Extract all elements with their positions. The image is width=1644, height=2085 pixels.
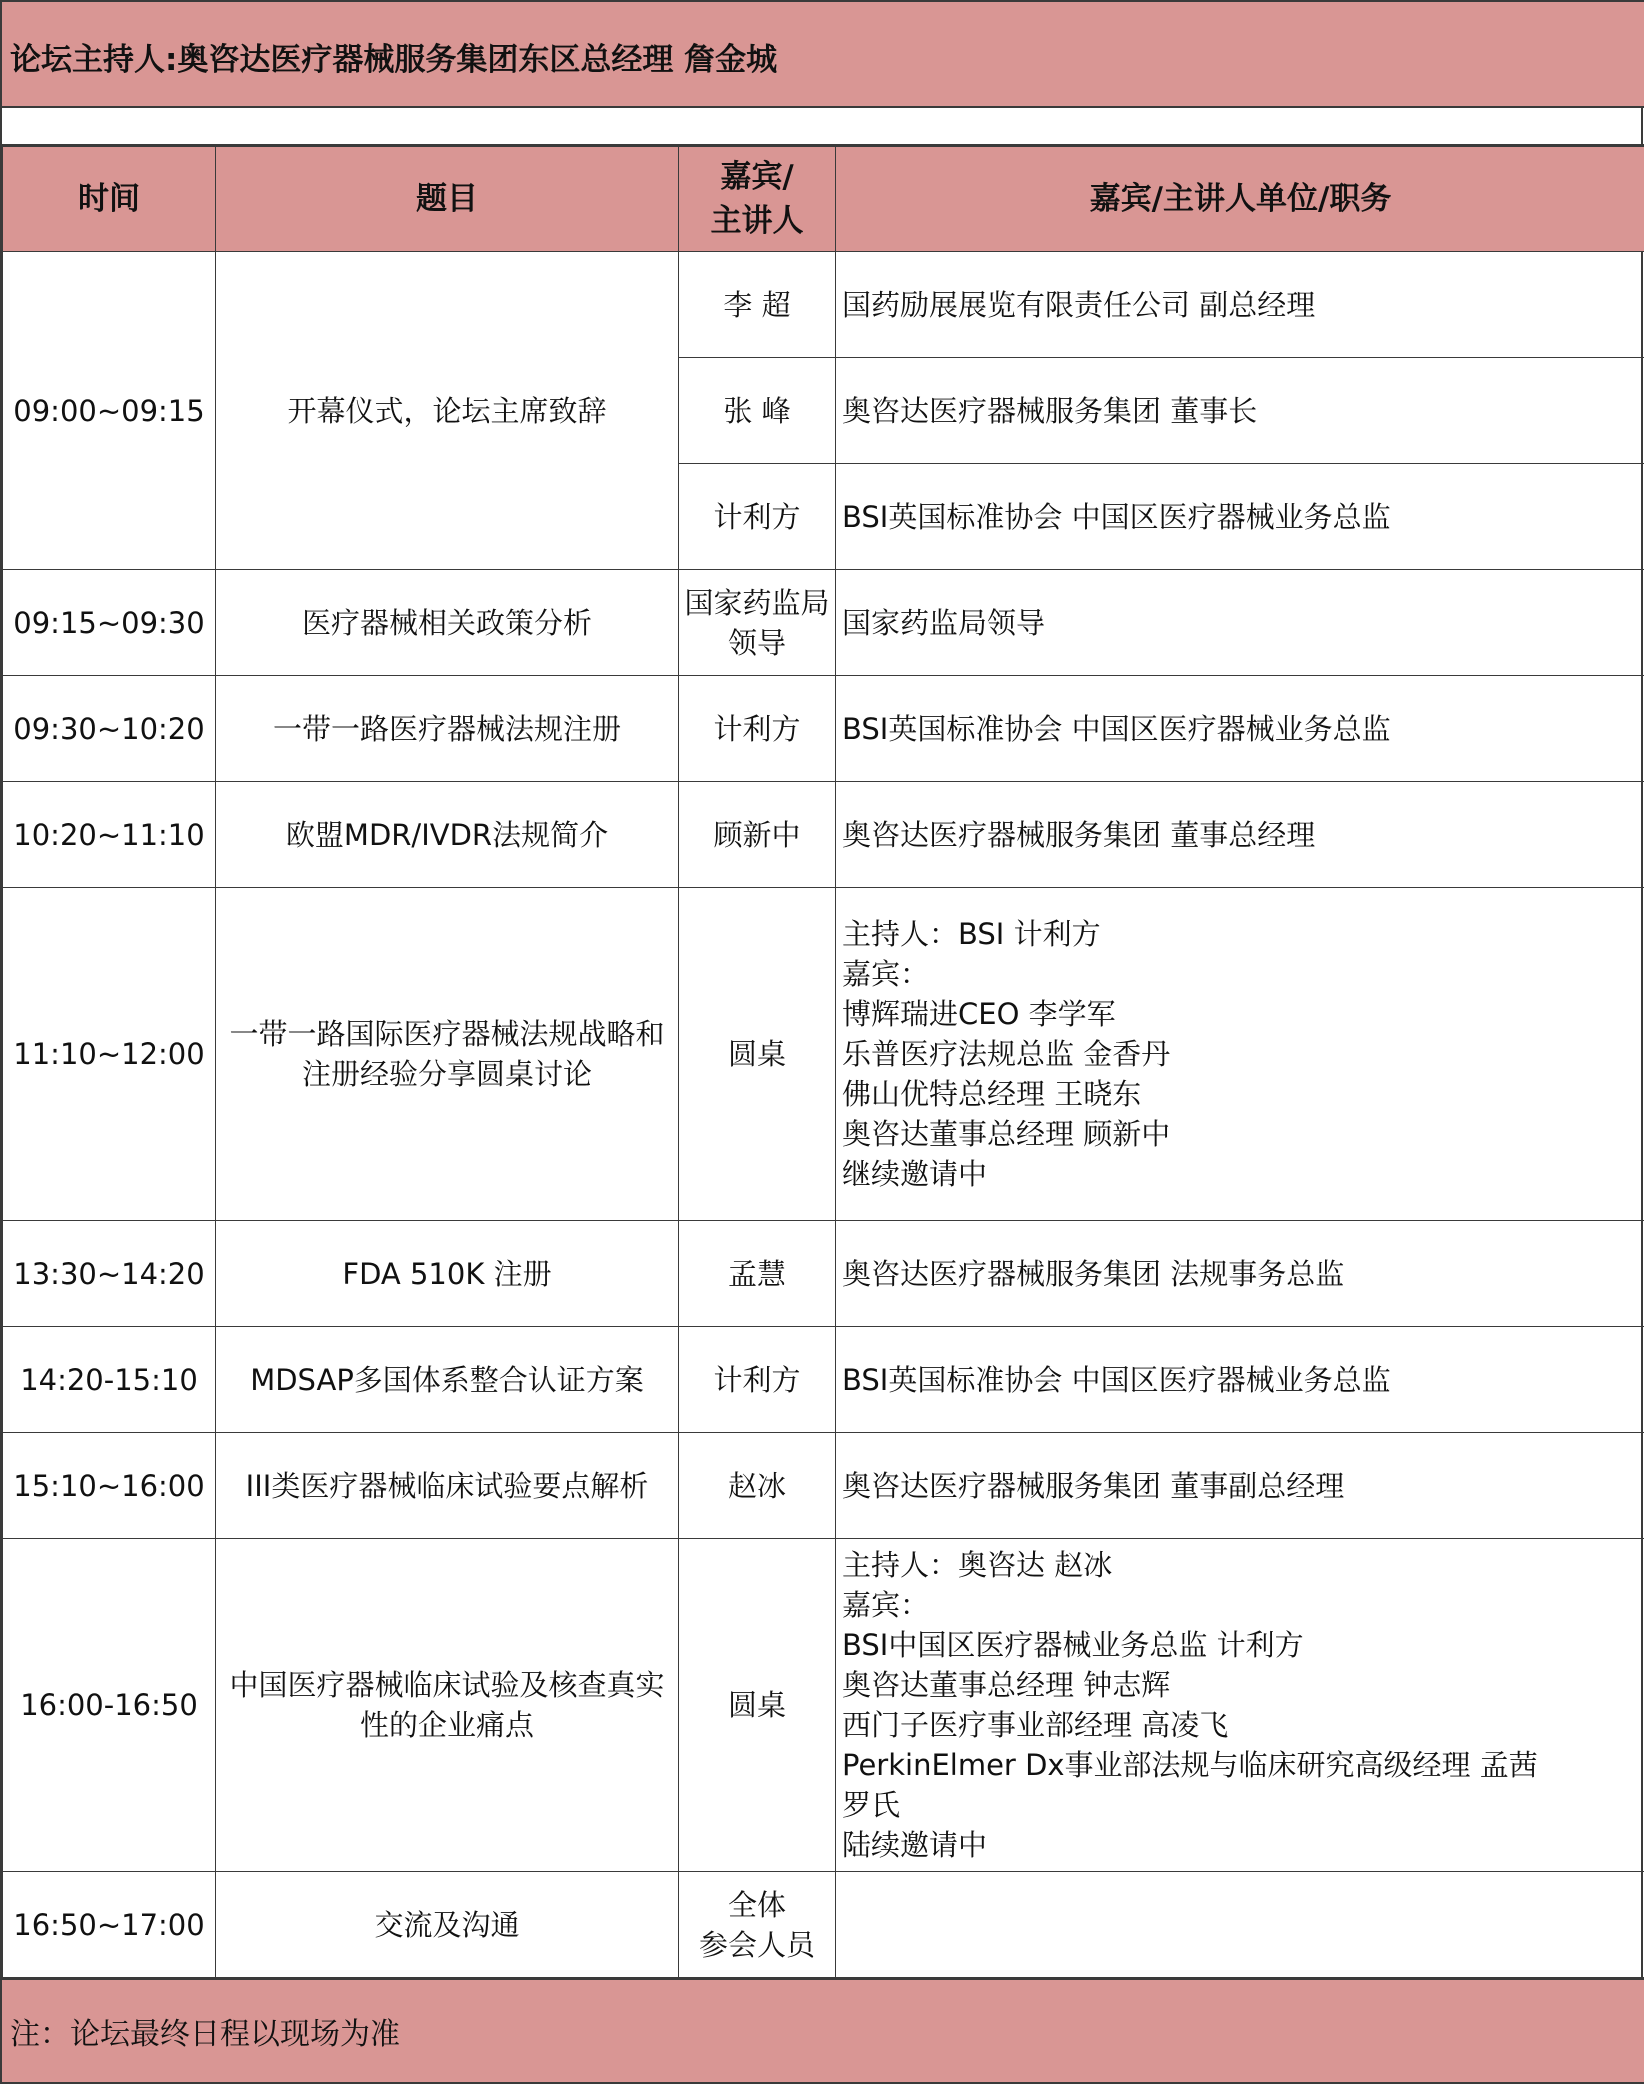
speaker-cell: 孟慧 (679, 1221, 836, 1327)
org-cell: 国药励展展览有限责任公司 副总经理 (836, 252, 1644, 358)
footer-note: 注：论坛最终日程以现场为准 (10, 2017, 400, 2052)
org-cell: 奥咨达医疗器械服务集团 董事副总经理 (836, 1433, 1644, 1539)
topic-cell: 开幕仪式，论坛主席致辞 (216, 252, 679, 570)
speaker-cell: 李 超 (679, 252, 836, 358)
header-org: 嘉宾/主讲人单位/职务 (836, 147, 1644, 252)
topic-cell: 医疗器械相关政策分析 (216, 570, 679, 676)
time-cell: 16:50~17:00 (3, 1872, 216, 1978)
table-header-row (3, 147, 1644, 252)
speaker-cell: 国家药监局 领导 (679, 570, 836, 676)
schedule-table (2, 146, 1644, 1978)
table-row (3, 676, 1644, 782)
time-cell: 09:15~09:30 (3, 570, 216, 676)
time-cell: 14:20-15:10 (3, 1327, 216, 1433)
speaker-cell: 张 峰 (679, 358, 836, 464)
table-row (3, 252, 1644, 358)
table-row (3, 1872, 1644, 1978)
org-cell: BSI英国标准协会 中国区医疗器械业务总监 (836, 676, 1644, 782)
topic-cell: 欧盟MDR/IVDR法规简介 (216, 782, 679, 888)
speaker-cell: 圆桌 (679, 1539, 836, 1872)
org-cell: 主持人：BSI 计利方 嘉宾： 博辉瑞进CEO 李学军 乐普医疗法规总监 金香丹 佛山优特总经理 王晓东 奥咨达董事总经理 顾新中 继续邀请中 (836, 888, 1644, 1221)
speaker-cell: 顾新中 (679, 782, 836, 888)
topic-cell: 一带一路医疗器械法规注册 (216, 676, 679, 782)
time-cell: 10:20~11:10 (3, 782, 216, 888)
org-cell: 国家药监局领导 (836, 570, 1644, 676)
speaker-cell: 全体 参会人员 (679, 1872, 836, 1978)
header-time: 时间 (3, 147, 216, 252)
topic-cell: 中国医疗器械临床试验及核查真实 性的企业痛点 (216, 1539, 679, 1872)
org-cell: BSI英国标准协会 中国区医疗器械业务总监 (836, 464, 1644, 570)
org-cell (836, 1872, 1644, 1978)
time-cell: 09:00~09:15 (3, 252, 216, 570)
table-row (3, 570, 1644, 676)
table-row (3, 888, 1644, 1221)
moderator-banner (2, 0, 1644, 108)
org-cell: 主持人：奥咨达 赵冰 嘉宾： BSI中国区医疗器械业务总监 计利方 奥咨达董事总经理 钟志辉 西门子医疗事业部经理 高凌飞 PerkinElmer Dx事业部法规与临床研究高级经理 孟茜 罗氏 陆续邀请中 (836, 1539, 1644, 1872)
topic-cell: MDSAP多国体系整合认证方案 (216, 1327, 679, 1433)
time-cell: 15:10~16:00 (3, 1433, 216, 1539)
topic-cell: FDA 510K 注册 (216, 1221, 679, 1327)
speaker-cell: 赵冰 (679, 1433, 836, 1539)
table-row (3, 1539, 1644, 1872)
time-cell: 16:00-16:50 (3, 1539, 216, 1872)
speaker-cell: 计利方 (679, 1327, 836, 1433)
table-row (3, 1327, 1644, 1433)
table-row (3, 1433, 1644, 1539)
time-cell: 11:10~12:00 (3, 888, 216, 1221)
header-speaker: 嘉宾/ 主讲人 (679, 147, 836, 252)
table-row (3, 782, 1644, 888)
time-cell: 09:30~10:20 (3, 676, 216, 782)
spacer-row (2, 108, 1644, 146)
org-cell: 奥咨达医疗器械服务集团 董事总经理 (836, 782, 1644, 888)
header-topic: 题目 (216, 147, 679, 252)
speaker-cell: 计利方 (679, 676, 836, 782)
speaker-cell: 计利方 (679, 464, 836, 570)
table-row (3, 1221, 1644, 1327)
org-cell: BSI英国标准协会 中国区医疗器械业务总监 (836, 1327, 1644, 1433)
org-cell: 奥咨达医疗器械服务集团 董事长 (836, 358, 1644, 464)
time-cell: 13:30~14:20 (3, 1221, 216, 1327)
footer-banner (2, 1978, 1644, 2084)
topic-cell: 一带一路国际医疗器械法规战略和 注册经验分享圆桌讨论 (216, 888, 679, 1221)
org-cell: 奥咨达医疗器械服务集团 法规事务总监 (836, 1221, 1644, 1327)
topic-cell: III类医疗器械临床试验要点解析 (216, 1433, 679, 1539)
topic-cell: 交流及沟通 (216, 1872, 679, 1978)
speaker-cell: 圆桌 (679, 888, 836, 1221)
moderator-text: 论坛主持人:奥咨达医疗器械服务集团东区总经理 詹金城 (10, 41, 778, 78)
